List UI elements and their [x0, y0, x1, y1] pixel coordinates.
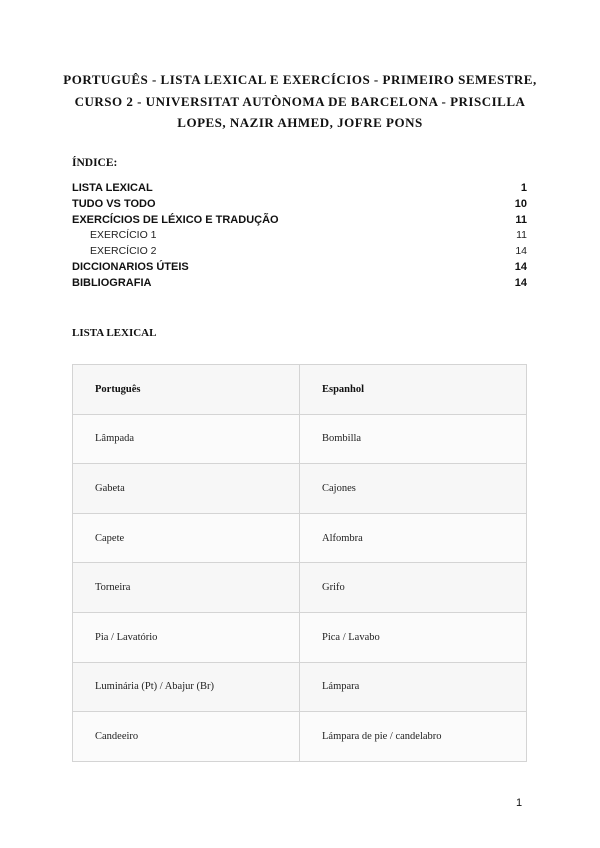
page-number: 1	[516, 797, 523, 809]
cell-espanhol: Lámpara	[300, 662, 527, 712]
cell-espanhol: Pica / Lavabo	[300, 612, 527, 662]
toc-entry-label: EXERCÍCIO 1	[90, 229, 157, 242]
cell-portugues: Pia / Lavatório	[73, 612, 300, 662]
cell-portugues: Capete	[73, 513, 300, 563]
column-header-portugues: Português	[73, 365, 300, 415]
toc-entry-page: 11	[515, 213, 527, 226]
toc-entry-diccionarios[interactable]	[72, 260, 527, 276]
toc-entry-exercicio-2[interactable]	[72, 244, 527, 260]
toc-entry-page: 14	[514, 260, 527, 273]
table-row	[73, 712, 527, 762]
toc-entry-exercicio-1[interactable]	[72, 228, 527, 244]
toc-entry-label: BIBLIOGRAFIA	[72, 276, 152, 289]
toc-entry-label: EXERCÍCIOS DE LÉXICO E TRADUÇÃO	[72, 213, 279, 226]
toc-entry-bibliografia[interactable]	[72, 276, 527, 292]
cell-portugues: Lâmpada	[73, 414, 300, 464]
toc-entry-exercicios[interactable]	[72, 213, 527, 229]
toc-entry-label: DICCIONARIOS ÚTEIS	[72, 260, 189, 273]
table-row	[73, 612, 527, 662]
cell-portugues: Torneira	[73, 563, 300, 613]
toc-entry-page: 11	[516, 229, 527, 242]
table-of-contents	[72, 181, 527, 292]
table-row	[73, 662, 527, 712]
table-row	[73, 414, 527, 464]
lexical-table	[72, 364, 527, 762]
toc-entry-page: 10	[514, 197, 527, 210]
cell-portugues: Candeeiro	[73, 712, 300, 762]
document-title	[60, 69, 540, 134]
cell-espanhol: Alfombra	[300, 513, 527, 563]
column-header-espanhol: Espanhol	[300, 365, 527, 415]
title-line: LOPES, NAZIR AHMED, JOFRE PONS	[177, 115, 423, 130]
toc-entry-label: LISTA LEXICAL	[72, 182, 153, 194]
cell-espanhol: Cajones	[300, 464, 527, 514]
toc-entry-page: 14	[515, 245, 527, 258]
toc-entry-page: 1	[520, 182, 527, 194]
title-line: CURSO 2 - UNIVERSITAT AUTÒNOMA DE BARCELONA - PRISCILLA	[74, 93, 526, 109]
cell-portugues: Luminária (Pt) / Abajur (Br)	[73, 662, 300, 712]
toc-entry-tudo-vs-todo[interactable]	[72, 197, 527, 213]
section-heading-lista-lexical: LISTA LEXICAL	[72, 327, 157, 339]
table-header-row	[73, 365, 527, 415]
cell-espanhol: Bombilla	[300, 414, 527, 464]
index-heading: ÍNDICE:	[72, 157, 118, 169]
toc-entry-page: 14	[514, 276, 527, 289]
cell-portugues: Gabeta	[73, 464, 300, 514]
table-row	[73, 563, 527, 613]
toc-entry-lista-lexical[interactable]	[72, 181, 527, 197]
cell-espanhol: Lámpara de pie / candelabro	[300, 712, 527, 762]
toc-entry-label: EXERCÍCIO 2	[90, 245, 157, 258]
title-line: PORTUGUÊS - LISTA LEXICAL E EXERCÍCIOS - PRIMEIRO SEMESTRE,	[63, 72, 537, 87]
cell-espanhol: Grifo	[300, 563, 527, 613]
table-row	[73, 464, 527, 514]
table-row	[73, 513, 527, 563]
toc-entry-label: TUDO VS TODO	[72, 197, 156, 210]
